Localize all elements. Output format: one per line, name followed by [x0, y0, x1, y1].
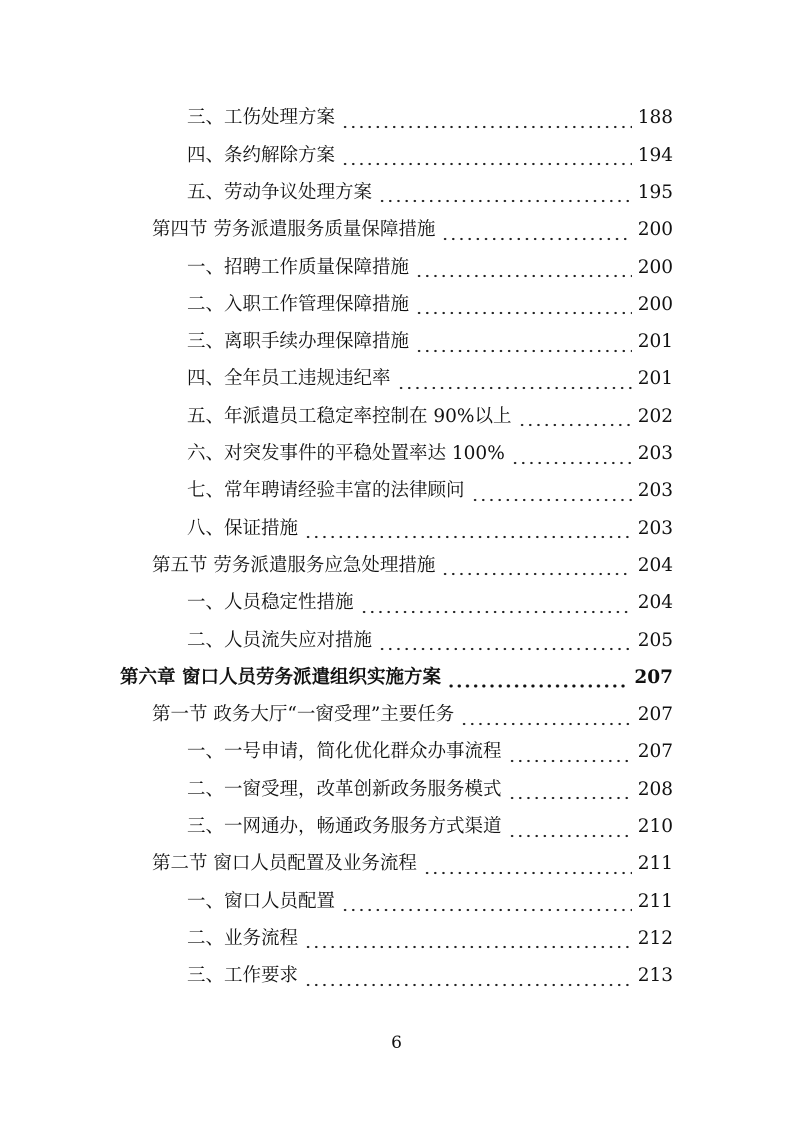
toc-entry[interactable]: [0, 137, 793, 174]
toc-entry-title: 二、入职工作管理保障措施: [187, 293, 410, 315]
toc-dot-leader: [471, 484, 632, 503]
toc-dot-leader: [415, 298, 632, 317]
toc-entry-page: 194: [637, 144, 673, 166]
toc-dot-leader: [397, 372, 632, 391]
toc-entry-page: 207: [637, 741, 673, 763]
toc-dot-leader: [304, 969, 632, 988]
toc-entry-page: 200: [637, 293, 673, 315]
toc-entry[interactable]: [0, 286, 793, 323]
toc-dot-leader: [518, 410, 632, 429]
toc-entry-title: 一、一号申请，简化优化群众办事流程: [187, 741, 502, 763]
toc-entry[interactable]: [0, 548, 793, 585]
toc-dot-leader: [304, 522, 632, 541]
toc-dot-leader: [447, 671, 628, 690]
toc-entry-title: 第四节 劳务派遣服务质量保障措施: [152, 219, 436, 241]
toc-dot-leader: [378, 634, 632, 653]
toc-entry[interactable]: [0, 809, 793, 846]
toc-entry-title: 六、对突发事件的平稳处置率达 100%: [187, 443, 505, 465]
toc-entry[interactable]: [0, 697, 793, 734]
toc-entry[interactable]: [0, 510, 793, 547]
toc-dot-leader: [341, 895, 632, 914]
toc-entry-page: 203: [637, 480, 673, 502]
toc-entry-page: 201: [637, 331, 673, 353]
toc-entry[interactable]: [0, 958, 793, 995]
toc-entry-page: 208: [637, 778, 673, 800]
toc-entry-title: 二、一窗受理，改革创新政务服务模式: [187, 778, 502, 800]
toc-dot-leader: [360, 596, 632, 615]
toc-entry-title: 二、人员流失应对措施: [187, 629, 373, 651]
toc-entry-page: 211: [637, 890, 673, 912]
toc-entry[interactable]: [0, 883, 793, 920]
toc-entry[interactable]: [0, 324, 793, 361]
toc-entry-title: 七、常年聘请经验丰富的法律顾问: [187, 480, 465, 502]
table-of-contents: [0, 100, 793, 995]
toc-dot-leader: [304, 932, 632, 951]
toc-entry-title: 三、一网通办，畅通政务服务方式渠道: [187, 816, 502, 838]
toc-entry-title: 一、人员稳定性措施: [187, 592, 354, 614]
toc-entry-page: 207: [637, 704, 673, 726]
toc-entry-title: 四、条约解除方案: [187, 144, 336, 166]
toc-entry-page: 188: [637, 107, 673, 129]
toc-entry-title: 第二节 窗口人员配置及业务流程: [152, 853, 417, 875]
toc-dot-leader: [341, 111, 632, 130]
toc-entry[interactable]: [0, 771, 793, 808]
toc-entry[interactable]: [0, 585, 793, 622]
toc-dot-leader: [423, 857, 632, 876]
toc-entry[interactable]: [0, 734, 793, 771]
toc-entry-page: 212: [637, 927, 673, 949]
toc-entry-page: 203: [637, 517, 673, 539]
toc-entry-page: 207: [634, 666, 673, 688]
toc-entry-page: 200: [637, 256, 673, 278]
toc-entry-page: 213: [637, 965, 673, 987]
toc-dot-leader: [508, 745, 632, 764]
toc-entry[interactable]: [0, 622, 793, 659]
toc-entry-title: 一、窗口人员配置: [187, 890, 336, 912]
toc-entry[interactable]: [0, 249, 793, 286]
toc-entry[interactable]: [0, 175, 793, 212]
toc-entry-page: 205: [637, 629, 673, 651]
toc-entry-title: 第一节 政务大厅“一窗受理”主要任务: [152, 704, 455, 726]
toc-entry-page: 210: [637, 816, 673, 838]
toc-entry[interactable]: [0, 436, 793, 473]
toc-entry[interactable]: [0, 212, 793, 249]
toc-entry[interactable]: [0, 846, 793, 883]
toc-entry[interactable]: [0, 398, 793, 435]
toc-entry-title: 四、全年员工违规违纪率: [187, 368, 391, 390]
toc-entry-page: 195: [637, 181, 673, 203]
toc-entry-page: 203: [637, 443, 673, 465]
toc-entry-title: 第五节 劳务派遣服务应急处理措施: [152, 554, 436, 576]
toc-dot-leader: [441, 559, 631, 578]
toc-dot-leader: [508, 783, 632, 802]
toc-dot-leader: [508, 820, 632, 839]
toc-entry[interactable]: [0, 473, 793, 510]
toc-entry-page: 211: [637, 853, 673, 875]
toc-entry[interactable]: [0, 361, 793, 398]
toc-entry[interactable]: [0, 921, 793, 958]
toc-entry-page: 204: [637, 554, 673, 576]
toc-dot-leader: [460, 708, 631, 727]
toc-entry-title: 三、工作要求: [187, 965, 299, 987]
toc-entry-title: 三、离职手续办理保障措施: [187, 331, 410, 353]
toc-entry-page: 204: [637, 592, 673, 614]
toc-entry-title: 五、年派遣员工稳定率控制在 90%以上: [187, 405, 512, 427]
toc-entry-page: 200: [637, 219, 673, 241]
page-number: 6: [391, 1033, 402, 1053]
toc-dot-leader: [415, 261, 632, 280]
toc-entry-title: 一、招聘工作质量保障措施: [187, 256, 410, 278]
toc-entry-title: 八、保证措施: [187, 517, 299, 539]
toc-entry-title: 五、劳动争议处理方案: [187, 181, 373, 203]
toc-dot-leader: [341, 149, 632, 168]
toc-entry-page: 202: [637, 405, 673, 427]
toc-dot-leader: [511, 447, 632, 466]
toc-dot-leader: [378, 186, 632, 205]
toc-entry[interactable]: [0, 100, 793, 137]
toc-entry-title: 二、业务流程: [187, 927, 299, 949]
toc-entry-title: 第六章 窗口人员劳务派遣组织实施方案: [120, 666, 441, 688]
toc-dot-leader: [415, 335, 632, 354]
toc-entry-title: 三、工伤处理方案: [187, 107, 336, 129]
toc-entry[interactable]: [0, 659, 793, 696]
toc-entry-page: 201: [637, 368, 673, 390]
toc-dot-leader: [441, 223, 631, 242]
